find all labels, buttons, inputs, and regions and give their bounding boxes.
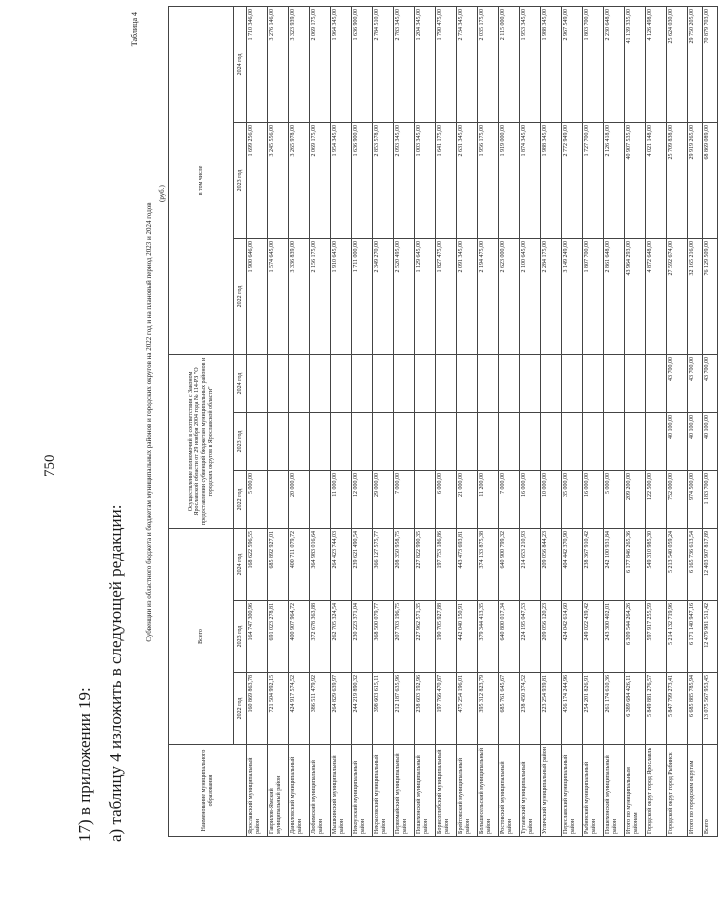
row-name-cell: Некоузский муниципальный район [352,745,373,837]
table-row [646,6,667,836]
value-cell: 239 621 490,54 [352,528,373,600]
value-cell: 261 174 610,36 [604,673,625,745]
value-cell [436,412,457,470]
value-cell: 35 000,00 [562,470,583,528]
row-name-cell: Всего [703,745,718,837]
header-year: 2024 год [234,528,247,600]
value-cell: 721 504 992,15 [268,673,289,745]
value-cell: 3 323 939,00 [289,6,310,122]
value-cell: 43 700,00 [667,354,688,412]
value-cell: 230 223 371,04 [352,601,373,673]
value-cell: 10 000,00 [541,470,562,528]
value-cell: 209 056 120,23 [541,601,562,673]
value-cell [415,412,436,470]
table-body [247,6,718,836]
value-cell: 16 000,00 [583,470,604,528]
value-cell: 1 988 345,00 [541,6,562,122]
value-cell: 160 869 863,78 [247,673,268,745]
value-cell: 5 213 540 059,24 [667,528,688,600]
value-cell: 227 962 571,35 [415,601,436,673]
value-cell [268,412,289,470]
value-cell: 27 592 674,00 [667,238,688,354]
value-cell: 395 312 823,79 [478,673,499,745]
value-cell: 40 907 535,00 [625,122,646,238]
value-cell: 6 685 885 785,94 [688,673,703,745]
value-cell: 2 069 175,00 [310,122,331,238]
header-year: 2022 год [234,673,247,745]
value-cell: 6 000,00 [436,470,457,528]
table-row [352,6,373,836]
value-cell [247,412,268,470]
value-cell: 1 803 700,00 [583,6,604,122]
value-cell: 43 964 293,00 [625,238,646,354]
value-cell: 1 641 175,00 [436,122,457,238]
value-cell: 12 479 981 511,42 [703,601,718,673]
table-number: Таблица 4 [130,12,139,47]
value-cell: 456 174 244,96 [562,673,583,745]
table-row [703,6,718,836]
table-row [583,6,604,836]
header-year: 2023 год [234,122,247,238]
header-year: 2022 год [234,238,247,354]
value-cell: 5 000,00 [604,470,625,528]
table-row [562,6,583,836]
value-cell: 6 171 140 947,16 [688,601,703,673]
value-cell: 12 403 907 817,89 [703,528,718,600]
value-cell: 5 849 881 276,57 [646,673,667,745]
value-cell: 21 000,00 [457,470,478,528]
header-subgroup: в том числе [169,6,234,354]
rotated-document-sheet [20,2,710,902]
value-cell [289,354,310,412]
value-cell: 214 653 210,93 [520,528,541,600]
value-cell: 43 700,00 [688,354,703,412]
table-row [457,6,478,836]
value-cell: 2 069 175,00 [310,6,331,122]
value-cell: 424 917 574,52 [289,673,310,745]
value-cell: 974 500,00 [688,470,703,528]
value-cell: 224 195 047,53 [520,601,541,673]
value-cell [457,354,478,412]
value-cell: 223 254 939,81 [541,673,562,745]
value-cell: 238 603 192,96 [415,673,436,745]
value-cell: 2 772 949,00 [562,122,583,238]
table-row [478,6,499,836]
table-caption: Субвенции из областного бюджета и бюджетам муниципальных районов и городских округов на 2022 год и на плановый период 2023 и 2024 годов [145,202,153,642]
value-cell: 2 734 345,00 [457,6,478,122]
value-cell: 2 967 549,00 [562,6,583,122]
value-cell: 6 177 846 265,36 [625,528,646,600]
value-cell [415,354,436,412]
value-cell: 3 265 978,00 [289,122,310,238]
value-cell: 207 703 196,75 [394,601,415,673]
value-cell: 2 126 418,00 [604,122,625,238]
table-unit: (руб.) [158,185,166,202]
value-cell: 40 100,00 [703,412,718,470]
table-row [541,6,562,836]
value-cell: 6 389 684 426,11 [625,673,646,745]
value-cell [310,412,331,470]
value-cell: 208 350 958,75 [394,528,415,600]
value-cell [289,412,310,470]
value-cell: 2 115 000,00 [499,6,520,122]
row-name-cell: Ярославский муниципальный район [247,745,268,837]
value-cell: 2 349 270,00 [373,238,394,354]
row-name-cell: Угличский муниципальный район [541,745,562,837]
value-cell: 249 022 439,42 [583,601,604,673]
amendment-intro: 17) в приложении 19: [75,687,94,842]
value-cell: 25 709 838,00 [667,122,688,238]
value-cell: 122 500,00 [646,470,667,528]
value-cell: 7 000,00 [394,470,415,528]
row-name-cell: Городской округ город Рыбинск [667,745,688,837]
value-cell [268,470,289,528]
value-cell: 1 919 000,00 [499,122,520,238]
value-cell: 1 988 345,00 [541,122,562,238]
row-name-cell: Гаврилов-Ямский муниципальный район [268,745,289,837]
value-cell: 227 822 990,35 [415,528,436,600]
value-cell: 400 907 964,72 [289,601,310,673]
value-cell [331,354,352,412]
value-cell: 1 183 700,00 [703,470,718,528]
value-cell: 5 000,00 [247,470,268,528]
header-name: Наименование муниципального образования [169,745,247,837]
value-cell: 368 500 079,77 [373,601,394,673]
header-total: Всего [169,528,234,744]
value-cell [415,470,436,528]
value-cell: 386 511 479,92 [310,673,331,745]
table-row [394,6,415,836]
value-cell [478,412,499,470]
value-cell: 1 574 645,00 [268,238,289,354]
table-row [373,6,394,836]
value-cell: 5 214 132 719,96 [667,601,688,673]
value-cell: 32 165 216,00 [688,238,703,354]
value-cell: 40 100,00 [667,412,688,470]
value-cell [499,354,520,412]
value-cell [310,470,331,528]
value-cell: 640 900 799,32 [499,528,520,600]
value-cell: 1 699 256,00 [247,122,268,238]
value-cell [646,354,667,412]
value-cell [247,354,268,412]
value-cell [352,412,373,470]
value-cell: 1 790 475,00 [436,6,457,122]
row-name-cell: Пошехонский муниципальный район [604,745,625,837]
value-cell: 13 075 567 953,45 [703,673,718,745]
value-cell: 691 023 278,81 [268,601,289,673]
value-cell: 1 636 900,00 [352,6,373,122]
value-cell: 1 129 645,00 [415,238,436,354]
value-cell: 2 156 175,00 [310,238,331,354]
value-cell: 25 624 030,00 [667,6,688,122]
value-cell: 264 829 639,97 [331,673,352,745]
value-cell: 366 127 575,77 [373,528,394,600]
value-cell: 262 705 324,54 [331,601,352,673]
value-cell: 2 100 645,00 [520,238,541,354]
value-cell: 1 900 646,00 [247,238,268,354]
value-cell [562,354,583,412]
value-cell: 244 219 890,32 [352,673,373,745]
value-cell: 2 194 475,00 [478,238,499,354]
value-cell [541,412,562,470]
row-name-cell: Любимский муниципальный район [310,745,331,837]
value-cell: 68 869 089,00 [703,122,718,238]
value-cell: 254 201 826,91 [583,673,604,745]
row-name-cell: Ростовский муниципальный район [499,745,520,837]
value-cell: 372 678 363,88 [310,601,331,673]
row-name-cell: Итого по городским округам [688,745,703,837]
value-cell [373,412,394,470]
value-cell: 209 056 844,23 [541,528,562,600]
value-cell: 2 784 510,00 [373,6,394,122]
table-row [310,6,331,836]
value-cell: 443 473 693,81 [457,528,478,600]
value-cell [541,354,562,412]
value-cell: 6 165 736 613,54 [688,528,703,600]
value-cell: 685 892 927,01 [268,528,289,600]
header-year: 2022 год [234,470,247,528]
value-cell: 4 126 498,00 [646,6,667,122]
value-cell: 3 336 839,00 [289,238,310,354]
value-cell: 20 000,00 [289,470,310,528]
value-cell [520,354,541,412]
value-cell: 43 700,00 [703,354,718,412]
value-cell: 1 003 345,00 [415,122,436,238]
value-cell: 752 000,00 [667,470,688,528]
value-cell: 3 276 146,00 [268,6,289,122]
value-cell: 29 750 205,00 [688,6,703,122]
value-cell [268,354,289,412]
value-cell: 4 021 148,00 [646,122,667,238]
row-name-cell: Городской округ город Ярославль [646,745,667,837]
row-name-cell: Пошехонский муниципальный район [415,745,436,837]
header-year: 2023 год [234,412,247,470]
value-cell: 2 783 345,00 [394,6,415,122]
value-cell [604,354,625,412]
value-cell: 212 187 635,96 [394,673,415,745]
value-cell: 2 631 345,00 [457,122,478,238]
value-cell [583,354,604,412]
table-row [520,6,541,836]
table-row [247,6,268,836]
value-cell: 7 000,00 [499,470,520,528]
table-row [268,6,289,836]
value-cell: 197 766 470,87 [436,673,457,745]
header-law: Осуществление полномочий в соответствии с Законом Ярославской области от 29 ноября 2004 года № 114-РЗ "О предоставлении субвенций бюджетам муниципальных районов и городских округов в Ярославской области" [169,354,234,528]
value-cell: 4 872 648,00 [646,238,667,354]
value-cell: 1 727 700,00 [583,122,604,238]
table-row [436,6,457,836]
header-year: 2023 год [234,601,247,673]
value-cell: 364 983 016,64 [310,528,331,600]
value-cell: 1 807 700,00 [583,238,604,354]
table-row [604,6,625,836]
value-cell [562,412,583,470]
value-cell [331,412,352,470]
value-cell: 424 042 614,60 [562,601,583,673]
table-row [415,6,436,836]
value-cell [625,412,646,470]
amendment-instruction: а) таблицу 4 изложить в следующей редакции: [106,504,125,842]
value-cell [394,354,415,412]
value-cell: 442 040 150,91 [457,601,478,673]
header-year: 2024 год [234,354,247,412]
value-cell [436,354,457,412]
value-cell: 597 917 255,59 [646,601,667,673]
value-cell: 209 200,00 [625,470,646,528]
value-cell: 29 000,00 [373,470,394,528]
value-cell: 238 450 374,52 [520,673,541,745]
value-cell: 2 623 000,00 [499,238,520,354]
value-cell: 1 964 345,00 [331,6,352,122]
value-cell: 1 910 645,00 [331,238,352,354]
value-cell: 2 284 175,00 [541,238,562,354]
value-cell [310,354,331,412]
value-cell: 76 129 509,00 [703,238,718,354]
value-cell: 41 139 335,00 [625,6,646,122]
table-row [688,6,703,836]
value-cell [352,354,373,412]
value-cell: 238 367 910,42 [583,528,604,600]
value-cell: 168 622 596,55 [247,528,268,600]
value-cell: 6 309 544 264,26 [625,601,646,673]
value-cell: 2 230 648,00 [604,6,625,122]
value-cell: 1 874 345,00 [520,122,541,238]
table-row [625,6,646,836]
value-cell: 197 753 186,86 [436,528,457,600]
value-cell [520,412,541,470]
value-cell: 475 254 196,01 [457,673,478,745]
row-name-cell: Первомайский муниципальный район [394,745,415,837]
value-cell: 16 000,00 [520,470,541,528]
value-cell: 2 093 345,00 [394,122,415,238]
value-cell: 243 300 402,01 [604,601,625,673]
row-name-cell: Итого по муниципальным районам [625,745,646,837]
value-cell [604,412,625,470]
header-year: 2024 год [234,6,247,122]
table-row [667,6,688,836]
value-cell [499,412,520,470]
value-cell: 5 847 799 273,41 [667,673,688,745]
value-cell: 3 149 249,00 [562,238,583,354]
value-cell [625,354,646,412]
value-cell: 1 636 900,00 [352,122,373,238]
value-cell: 2 035 175,00 [478,6,499,122]
value-cell: 1 204 345,00 [415,6,436,122]
value-cell: 3 245 556,00 [268,122,289,238]
value-cell: 1 954 345,00 [331,122,352,238]
row-name-cell: Даниловский муниципальный район [289,745,310,837]
value-cell: 398 603 615,11 [373,673,394,745]
value-cell: 29 919 265,00 [688,122,703,238]
value-cell: 2 091 345,00 [457,238,478,354]
value-cell: 400 711 079,72 [289,528,310,600]
value-cell: 379 344 413,35 [478,601,499,673]
row-name-cell: Брейтовский муниципальный район [457,745,478,837]
value-cell: 640 800 017,34 [499,601,520,673]
value-cell: 70 879 703,00 [703,6,718,122]
value-cell [478,354,499,412]
value-cell: 374 133 875,38 [478,528,499,600]
value-cell: 1 956 175,00 [478,122,499,238]
value-cell: 2 520 495,00 [394,238,415,354]
row-name-cell: Некрасовский муниципальный район [373,745,394,837]
value-cell: 242 100 931,84 [604,528,625,600]
row-name-cell: Большесельский муниципальный район [478,745,499,837]
value-cell: 1 953 345,00 [520,6,541,122]
row-name-cell: Рыбинский муниципальный район [583,745,604,837]
row-name-cell: Переславский муниципальный район [562,745,583,837]
row-name-cell: Борисоглебский муниципальный район [436,745,457,837]
page-number: 750 [42,454,58,477]
value-cell: 11 000,00 [331,470,352,528]
table-row [289,6,310,836]
value-cell: 40 100,00 [688,412,703,470]
value-cell: 1 711 000,00 [352,238,373,354]
table-row [331,6,352,836]
row-name-cell: Мышкинский муниципальный район [331,745,352,837]
value-cell: 11 200,00 [478,470,499,528]
value-cell: 2 853 578,00 [373,122,394,238]
value-cell: 264 423 744,03 [331,528,352,600]
value-cell: 685 761 645,67 [499,673,520,745]
subvention-table [168,6,718,837]
value-cell [646,412,667,470]
value-cell [457,412,478,470]
value-cell: 1 710 346,00 [247,6,268,122]
value-cell: 12 000,00 [352,470,373,528]
value-cell: 164 747 300,96 [247,601,268,673]
value-cell [373,354,394,412]
value-cell: 190 705 927,88 [436,601,457,673]
value-cell: 1 827 475,00 [436,238,457,354]
value-cell: 2 861 648,00 [604,238,625,354]
value-cell: 549 310 985,30 [646,528,667,600]
value-cell [583,412,604,470]
value-cell: 404 442 370,90 [562,528,583,600]
table-row [499,6,520,836]
row-name-cell: Тутаевский муниципальный район [520,745,541,837]
value-cell [394,412,415,470]
